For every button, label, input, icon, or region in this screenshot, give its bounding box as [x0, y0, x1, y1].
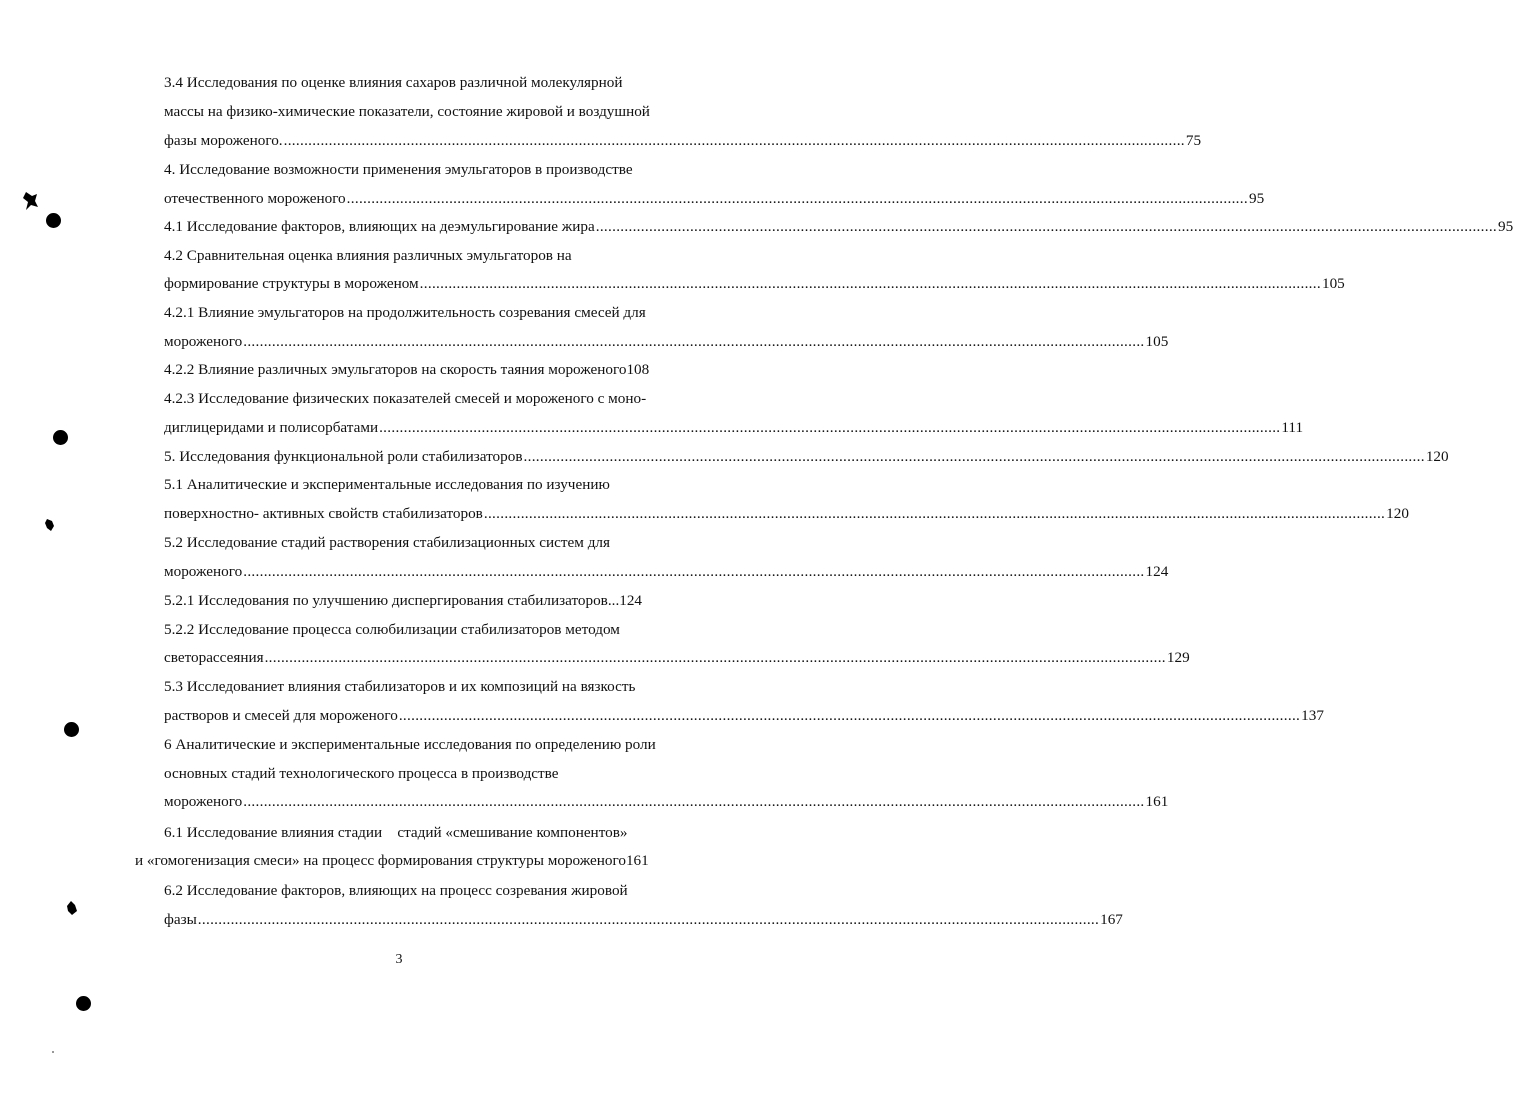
toc-text: и «гомогенизация смеси» на процесс формирования структуры мороженого161: [135, 852, 649, 869]
toc-entry: [164, 706, 1324, 726]
toc-entry: [164, 792, 1169, 812]
toc-text: основных стадий технологического процесса в производстве: [164, 765, 559, 782]
toc-line: [164, 160, 724, 180]
toc-line: [164, 823, 724, 843]
toc-line: [164, 73, 724, 93]
toc-line: [164, 303, 724, 323]
toc-line: [164, 620, 724, 640]
toc-text: мороженого: [164, 563, 243, 580]
toc-line: [164, 735, 724, 755]
leader-dots: ............................................................................................................................................................................................................................: [523, 448, 1425, 465]
toc-text: 5.3 Исследованиет влияния стабилизаторов и их композиций на вязкость: [164, 678, 636, 695]
ink-blot: [22, 190, 40, 212]
punch-hole: [53, 430, 68, 445]
toc-page: 95: [1498, 218, 1513, 235]
toc-text: массы на физико-химические показатели, состояние жировой и воздушной: [164, 103, 650, 120]
page-number: 3: [395, 952, 403, 967]
punch-hole: [64, 722, 79, 737]
toc-line: [135, 851, 735, 871]
toc-entry: [164, 189, 1265, 209]
toc-text: 5.1 Аналитические и экспериментальные исследования по изучению: [164, 476, 610, 493]
leader-dots: ............................................................................................................................................................................................................................: [346, 190, 1248, 207]
toc-page: 167: [1100, 911, 1123, 928]
leader-dots: ............................................................................................................................................................................................................................: [283, 132, 1185, 149]
toc-text: 5.2 Исследование стадий растворения стабилизационных систем для: [164, 534, 610, 551]
toc-entry: [164, 418, 1304, 438]
toc-text: фазы: [164, 911, 197, 928]
toc-page: 95: [1248, 190, 1265, 207]
toc-text: 4.2 Сравнительная оценка влияния различных эмульгаторов на: [164, 247, 572, 264]
toc-line: [164, 360, 724, 380]
toc-text: 5.2.1 Исследования по улучшению диспергирования стабилизаторов...124: [164, 592, 643, 609]
ink-blot: [66, 900, 78, 916]
toc-text: фазы мороженого.: [164, 132, 283, 149]
leader-dots: ............................................................................................................................................................................................................................: [197, 911, 1100, 928]
toc-text: 4.2.2 Влияние различных эмульгаторов на скорость таяния мороженого108: [164, 361, 650, 378]
ink-blot: [44, 518, 56, 532]
toc-text: мороженого: [164, 333, 243, 350]
toc-line: [164, 591, 724, 611]
toc-text: 3.4 Исследования по оценке влияния сахаров различной молекулярной: [164, 74, 623, 91]
toc-entry: [164, 332, 1169, 352]
leader-dots: ............................................................................................................................................................................................................................: [595, 218, 1498, 235]
toc-text: формирование структуры в мороженом: [164, 275, 419, 292]
toc-text: 4. Исследование возможности применения эмульгаторов в производстве: [164, 161, 633, 178]
toc-page: 129: [1166, 649, 1190, 666]
toc-entry: [164, 217, 1513, 237]
toc-text: 5.2.2 Исследование процесса солюбилизации стабилизаторов методом: [164, 621, 620, 638]
toc-text: 6.2 Исследование факторов, влияющих на процесс созревания жировой: [164, 882, 628, 899]
toc-text: мороженого: [164, 793, 243, 810]
toc-entry: [164, 648, 1190, 668]
leader-dots: ............................................................................................................................................................................................................................: [243, 333, 1145, 350]
scan-speck: [52, 1051, 54, 1053]
toc-entry: [164, 447, 1449, 467]
toc-line: [164, 533, 724, 553]
toc-line: [164, 764, 724, 784]
toc-text: 4.2.3 Исследование физических показателей смесей и мороженого с моно-: [164, 390, 647, 407]
toc-text: поверхностно- активных свойств стабилизаторов: [164, 505, 483, 522]
toc-line: [164, 881, 724, 901]
leader-dots: ............................................................................................................................................................................................................................: [264, 649, 1166, 666]
punch-hole: [76, 996, 91, 1011]
toc-line: [164, 389, 724, 409]
toc-text: диглицеридами и полисорбатами: [164, 419, 379, 436]
toc-entry: [164, 562, 1169, 582]
toc-line: [164, 246, 724, 266]
toc-text: 4.1 Исследование факторов, влияющих на деэмульгирование жира: [164, 218, 595, 235]
toc-page: 111: [1281, 419, 1304, 436]
punch-hole: [46, 213, 61, 228]
toc-text: растворов и смесей для мороженого: [164, 707, 398, 724]
leader-dots: ............................................................................................................................................................................................................................: [379, 419, 1281, 436]
toc-page: 105: [1145, 333, 1169, 350]
leader-dots: ............................................................................................................................................................................................................................: [483, 505, 1386, 522]
toc-page: 120: [1386, 505, 1409, 522]
toc-entry: [164, 910, 1123, 930]
toc-text: отечественного мороженого: [164, 190, 346, 207]
toc-page: 124: [1145, 563, 1169, 580]
toc-page: 105: [1321, 275, 1345, 292]
toc-entry: [164, 504, 1409, 524]
toc-entry: [164, 274, 1345, 294]
toc-text: 6.1 Исследование влияния стадии стадий «смешивание компонентов»: [164, 824, 628, 841]
leader-dots: ............................................................................................................................................................................................................................: [243, 563, 1145, 580]
toc-text: 6 Аналитические и экспериментальные исследования по определению роли: [164, 736, 656, 753]
toc-line: [164, 677, 724, 697]
toc-text: 5. Исследования функциональной роли стабилизаторов: [164, 448, 523, 465]
toc-entry: [164, 131, 1202, 151]
leader-dots: ............................................................................................................................................................................................................................: [398, 707, 1301, 724]
toc-page: 137: [1301, 707, 1324, 724]
toc-page: 161: [1145, 793, 1169, 810]
leader-dots: ............................................................................................................................................................................................................................: [243, 793, 1145, 810]
leader-dots: ............................................................................................................................................................................................................................: [419, 275, 1321, 292]
toc-text: 4.2.1 Влияние эмульгаторов на продолжительность созревания смесей для: [164, 304, 646, 321]
toc-text: светорассеяния: [164, 649, 264, 666]
toc-line: [164, 102, 724, 122]
toc-line: [164, 475, 724, 495]
toc-page: 75: [1185, 132, 1202, 149]
toc-page: 120: [1425, 448, 1449, 465]
